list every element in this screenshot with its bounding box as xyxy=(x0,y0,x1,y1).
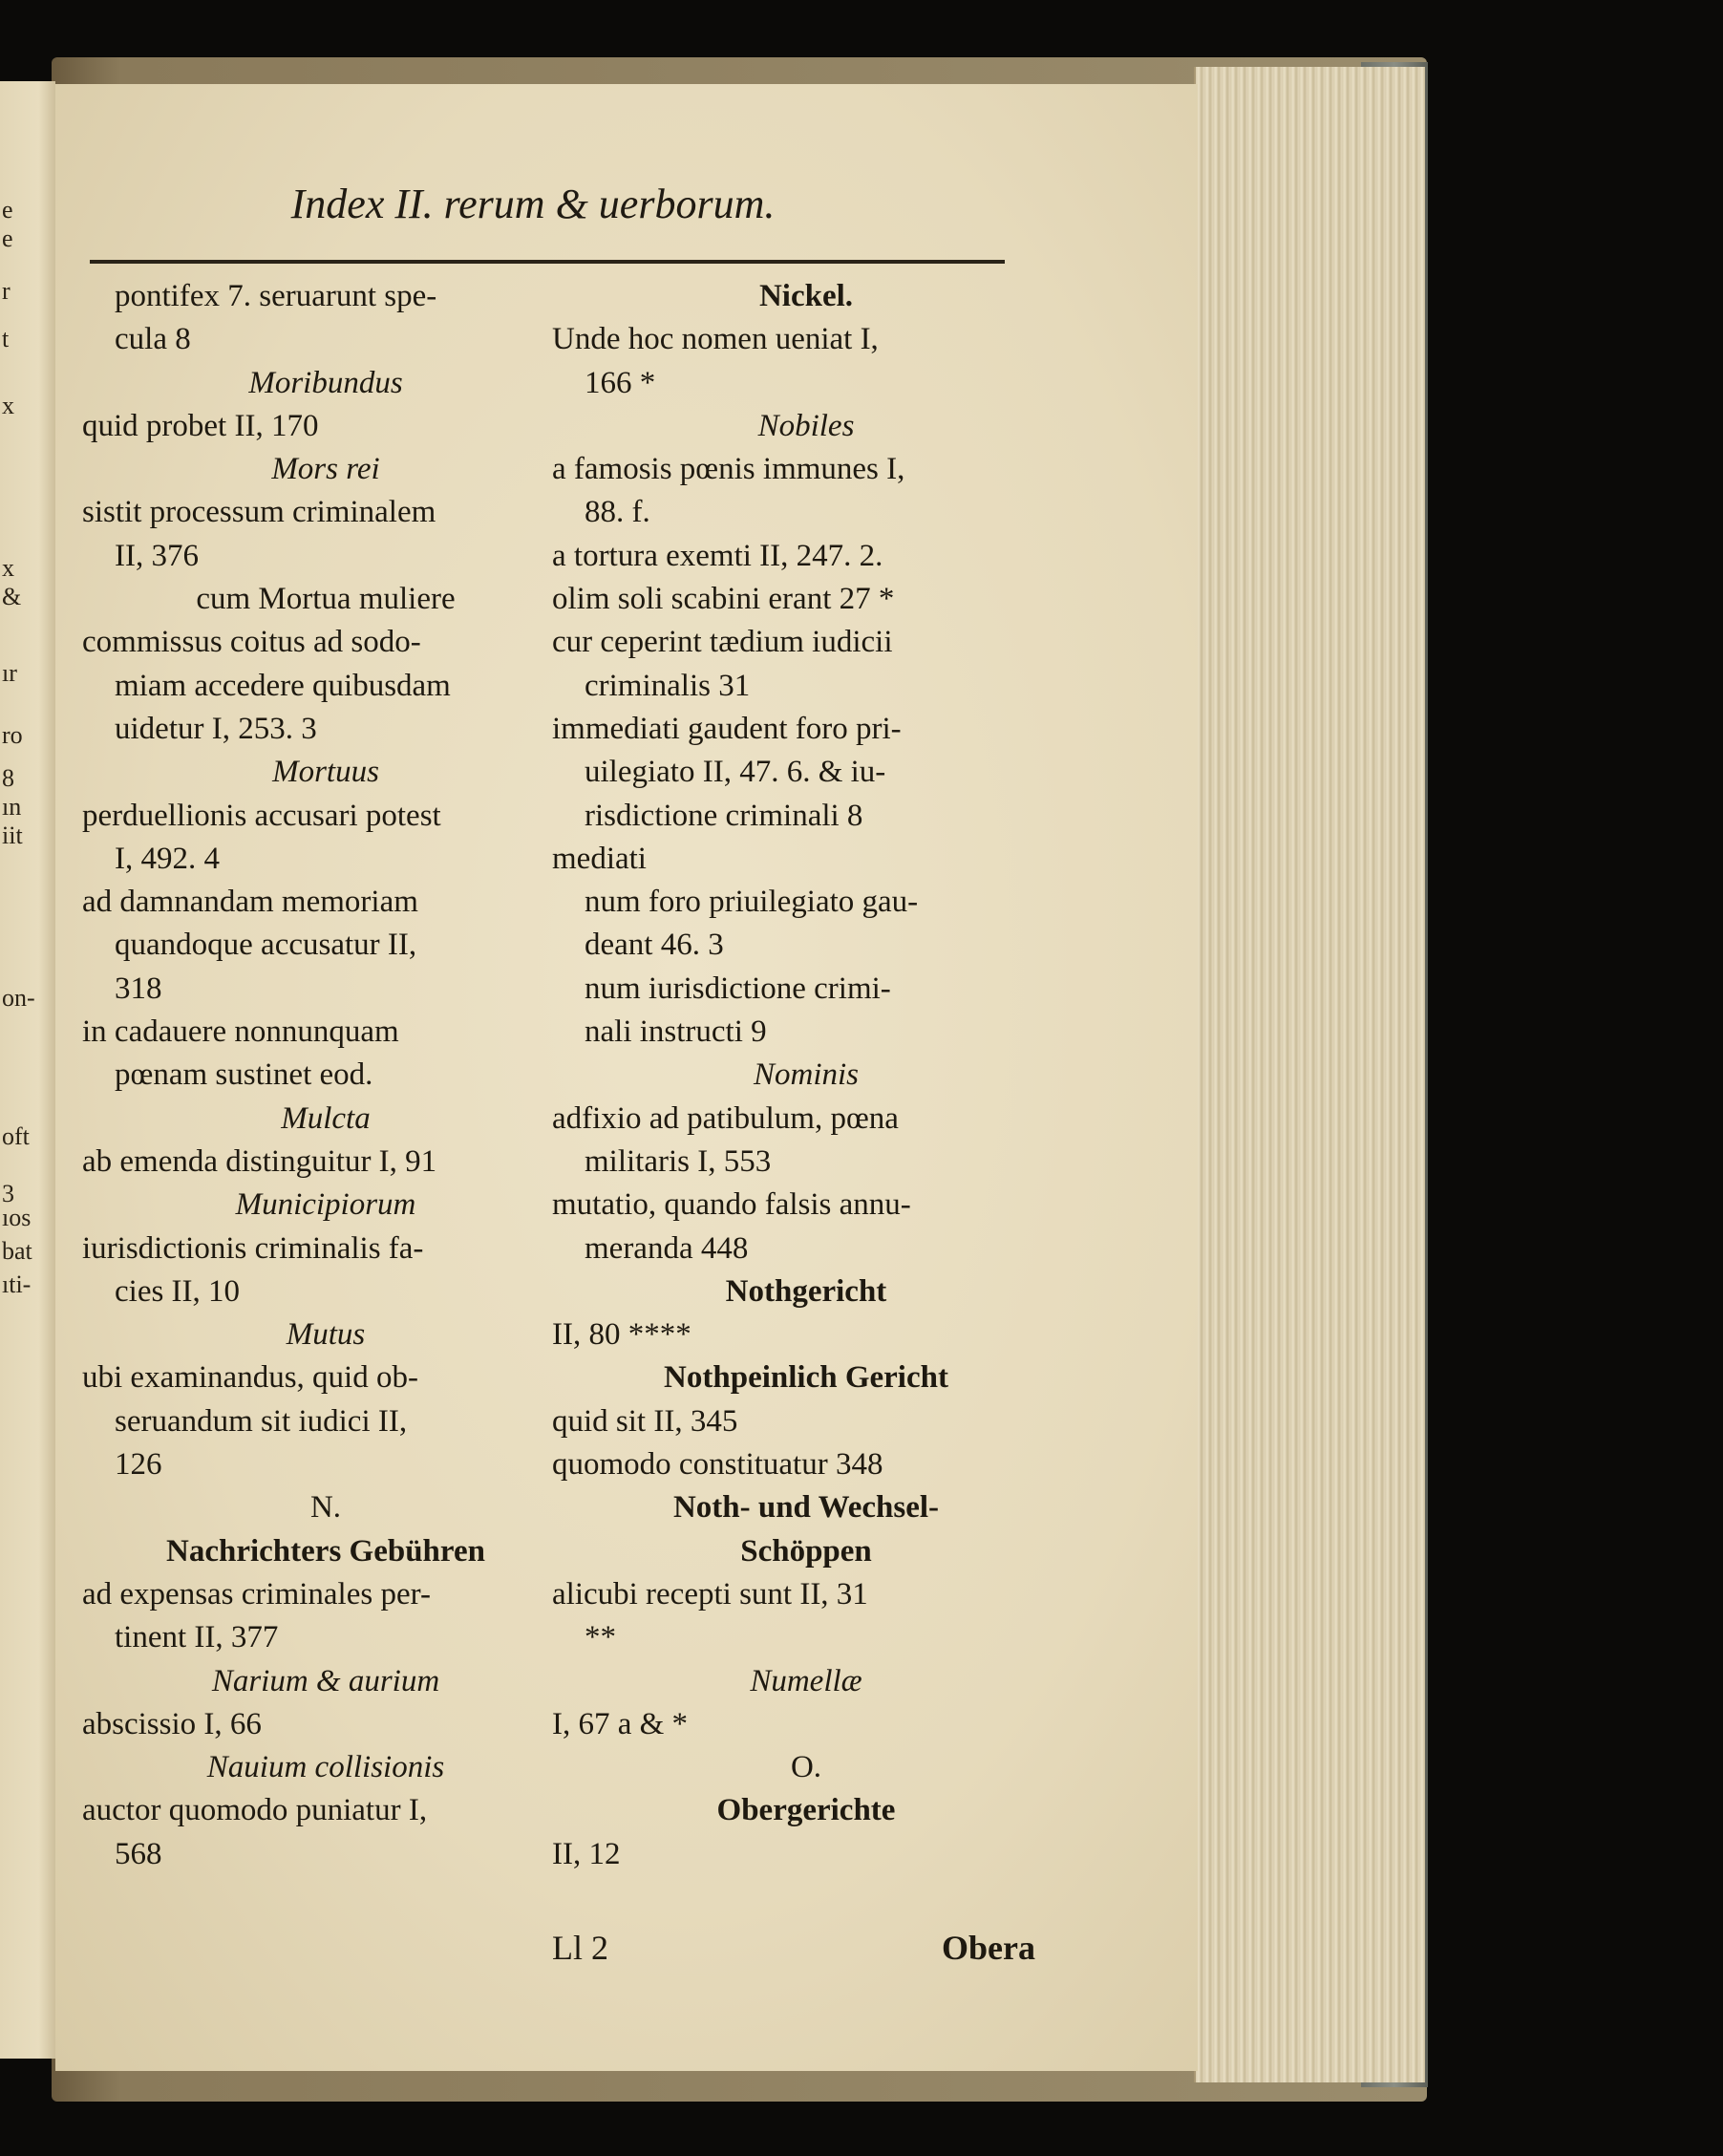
index-headword: Municipiorum xyxy=(235,1187,416,1223)
index-line: adfixio ad patibulum, pœna xyxy=(552,1100,899,1136)
signature-mark: Ll 2 xyxy=(552,1929,608,1967)
index-line: uidetur I, 253. 3 xyxy=(115,711,317,746)
facing-page-text: iit xyxy=(2,822,23,849)
facing-page-text: e xyxy=(2,224,13,252)
index-line: commissus coitus ad sodo- xyxy=(82,625,421,660)
index-line: 126 xyxy=(115,1447,162,1483)
index-line: a famosis pœnis immunes I, xyxy=(552,452,905,487)
index-line: mutatio, quando falsis annu- xyxy=(552,1187,911,1223)
index-line: quid sit II, 345 xyxy=(552,1403,738,1439)
book-page xyxy=(55,84,1198,2071)
header-rule xyxy=(90,260,1005,264)
index-line: a tortura exemti II, 247. 2. xyxy=(552,538,883,573)
index-line: alicubi recepti sunt II, 31 xyxy=(552,1576,868,1612)
index-headword-gothic: Nickel. xyxy=(758,279,854,313)
index-line: 88. f. xyxy=(585,495,650,530)
index-line: quid probet II, 170 xyxy=(82,408,319,443)
facing-page-text: ır xyxy=(2,659,17,687)
facing-page-text: r xyxy=(2,277,11,305)
index-headword: Numellæ xyxy=(750,1663,862,1698)
index-headword-gothic: Nothgericht xyxy=(725,1273,887,1309)
index-line: II, 12 xyxy=(552,1836,621,1871)
index-line: quomodo constituatur 348 xyxy=(552,1447,883,1483)
facing-page-text: oft xyxy=(2,1122,30,1150)
index-line: 166 * xyxy=(585,365,656,400)
index-line: ** xyxy=(585,1620,616,1655)
index-line: auctor quomodo puniatur I, xyxy=(82,1793,428,1828)
facing-page-fragment xyxy=(0,81,55,2059)
index-line: I, 67 a & * xyxy=(552,1706,689,1741)
index-line: 318 xyxy=(115,971,162,1006)
index-headword-gothic: Nothpeinlich Gericht xyxy=(664,1360,948,1396)
index-line: 568 xyxy=(115,1836,162,1871)
index-letter-heading: O. xyxy=(790,1750,822,1785)
index-line: meranda 448 xyxy=(585,1230,749,1266)
catchword: Obera xyxy=(942,1929,1035,1967)
index-headword-gothic: Obergerichte xyxy=(716,1793,896,1828)
facing-page-text: 8 xyxy=(2,764,14,792)
index-headword: Mors rei xyxy=(271,452,380,487)
index-headword: Nobiles xyxy=(757,408,855,443)
index-line: militaris I, 553 xyxy=(585,1143,772,1179)
index-line: num iurisdictione crimi- xyxy=(585,971,891,1006)
index-line: deant 46. 3 xyxy=(585,928,724,963)
index-line: iurisdictionis criminalis fa- xyxy=(82,1230,424,1266)
facing-page-text: & xyxy=(2,583,22,610)
index-line: criminalis 31 xyxy=(585,668,751,703)
index-line: cur ceperint tædium iudicii xyxy=(552,625,893,660)
index-letter-heading: N. xyxy=(309,1490,342,1526)
facing-page-text: x xyxy=(2,392,14,419)
facing-page-text: e xyxy=(2,196,13,224)
index-line: I, 492. 4 xyxy=(115,841,220,876)
index-headword: Mutus xyxy=(286,1317,366,1353)
index-headword: Mortuus xyxy=(272,755,379,790)
index-line: uilegiato II, 47. 6. & iu- xyxy=(585,755,886,790)
index-column-right xyxy=(552,275,1060,1876)
index-column-left xyxy=(82,275,569,1876)
index-line: immediati gaudent foro pri- xyxy=(552,711,902,746)
index-line: abscissio I, 66 xyxy=(82,1706,262,1741)
index-line: Unde hoc nomen ueniat I, xyxy=(552,322,879,357)
index-line: olim soli scabini erant 27 * xyxy=(552,582,895,617)
index-line: in cadauere nonnunquam xyxy=(82,1014,399,1050)
facing-page-text: ro xyxy=(2,721,23,749)
index-line: ab emenda distinguitur I, 91 xyxy=(82,1143,437,1179)
index-headword-gothic: Noth- und Wechsel- xyxy=(672,1490,940,1526)
index-line: cies II, 10 xyxy=(115,1273,241,1309)
index-line: ubi examinandus, quid ob- xyxy=(82,1360,418,1396)
index-line: ad damnandam memoriam xyxy=(82,885,418,920)
index-headword: Nominis xyxy=(753,1057,860,1093)
page-block-edge xyxy=(1194,67,1425,2082)
index-line: risdictione criminali 8 xyxy=(585,798,863,833)
index-line: num foro priuilegiato gau- xyxy=(585,885,919,920)
index-line: tinent II, 377 xyxy=(115,1620,279,1655)
facing-page-text: t xyxy=(2,325,10,352)
facing-page-text: ın xyxy=(2,793,22,821)
index-line: pœnam sustinet eod. xyxy=(115,1057,373,1093)
index-line: mediati xyxy=(552,841,647,876)
index-line: II, 80 **** xyxy=(552,1317,691,1353)
index-line: seruandum sit iudici II, xyxy=(115,1403,408,1439)
index-headword-gothic: Schöppen xyxy=(740,1533,872,1569)
index-line: cula 8 xyxy=(115,322,191,357)
running-header: Index II. rerum & uerborum. xyxy=(290,181,776,227)
index-line: perduellionis accusari potest xyxy=(82,798,441,833)
index-line: pontifex 7. seruarunt spe- xyxy=(115,279,437,313)
facing-page-text: ıos xyxy=(2,1204,32,1231)
index-headword: Narium & aurium xyxy=(211,1663,440,1698)
index-headword: Mulcta xyxy=(281,1100,371,1136)
facing-page-text: bat xyxy=(2,1237,32,1265)
index-headword-gothic: Nachrichters Gebühren xyxy=(166,1533,485,1569)
index-line: nali instructi 9 xyxy=(585,1014,767,1050)
facing-page-text: on- xyxy=(2,984,35,1012)
index-headword: Nauium collisionis xyxy=(206,1750,445,1785)
index-line: cum Mortua muliere xyxy=(196,582,456,617)
index-line: quandoque accusatur II, xyxy=(115,928,417,963)
index-line: miam accedere quibusdam xyxy=(115,668,451,703)
index-headword: Moribundus xyxy=(248,365,403,400)
facing-page-text: ıti- xyxy=(2,1270,32,1298)
index-line: II, 376 xyxy=(115,538,199,573)
index-line: sistit processum criminalem xyxy=(82,495,436,530)
facing-page-text: x xyxy=(2,554,14,582)
facing-page-text: 3 xyxy=(2,1180,14,1207)
index-line: ad expensas criminales per- xyxy=(82,1576,431,1612)
